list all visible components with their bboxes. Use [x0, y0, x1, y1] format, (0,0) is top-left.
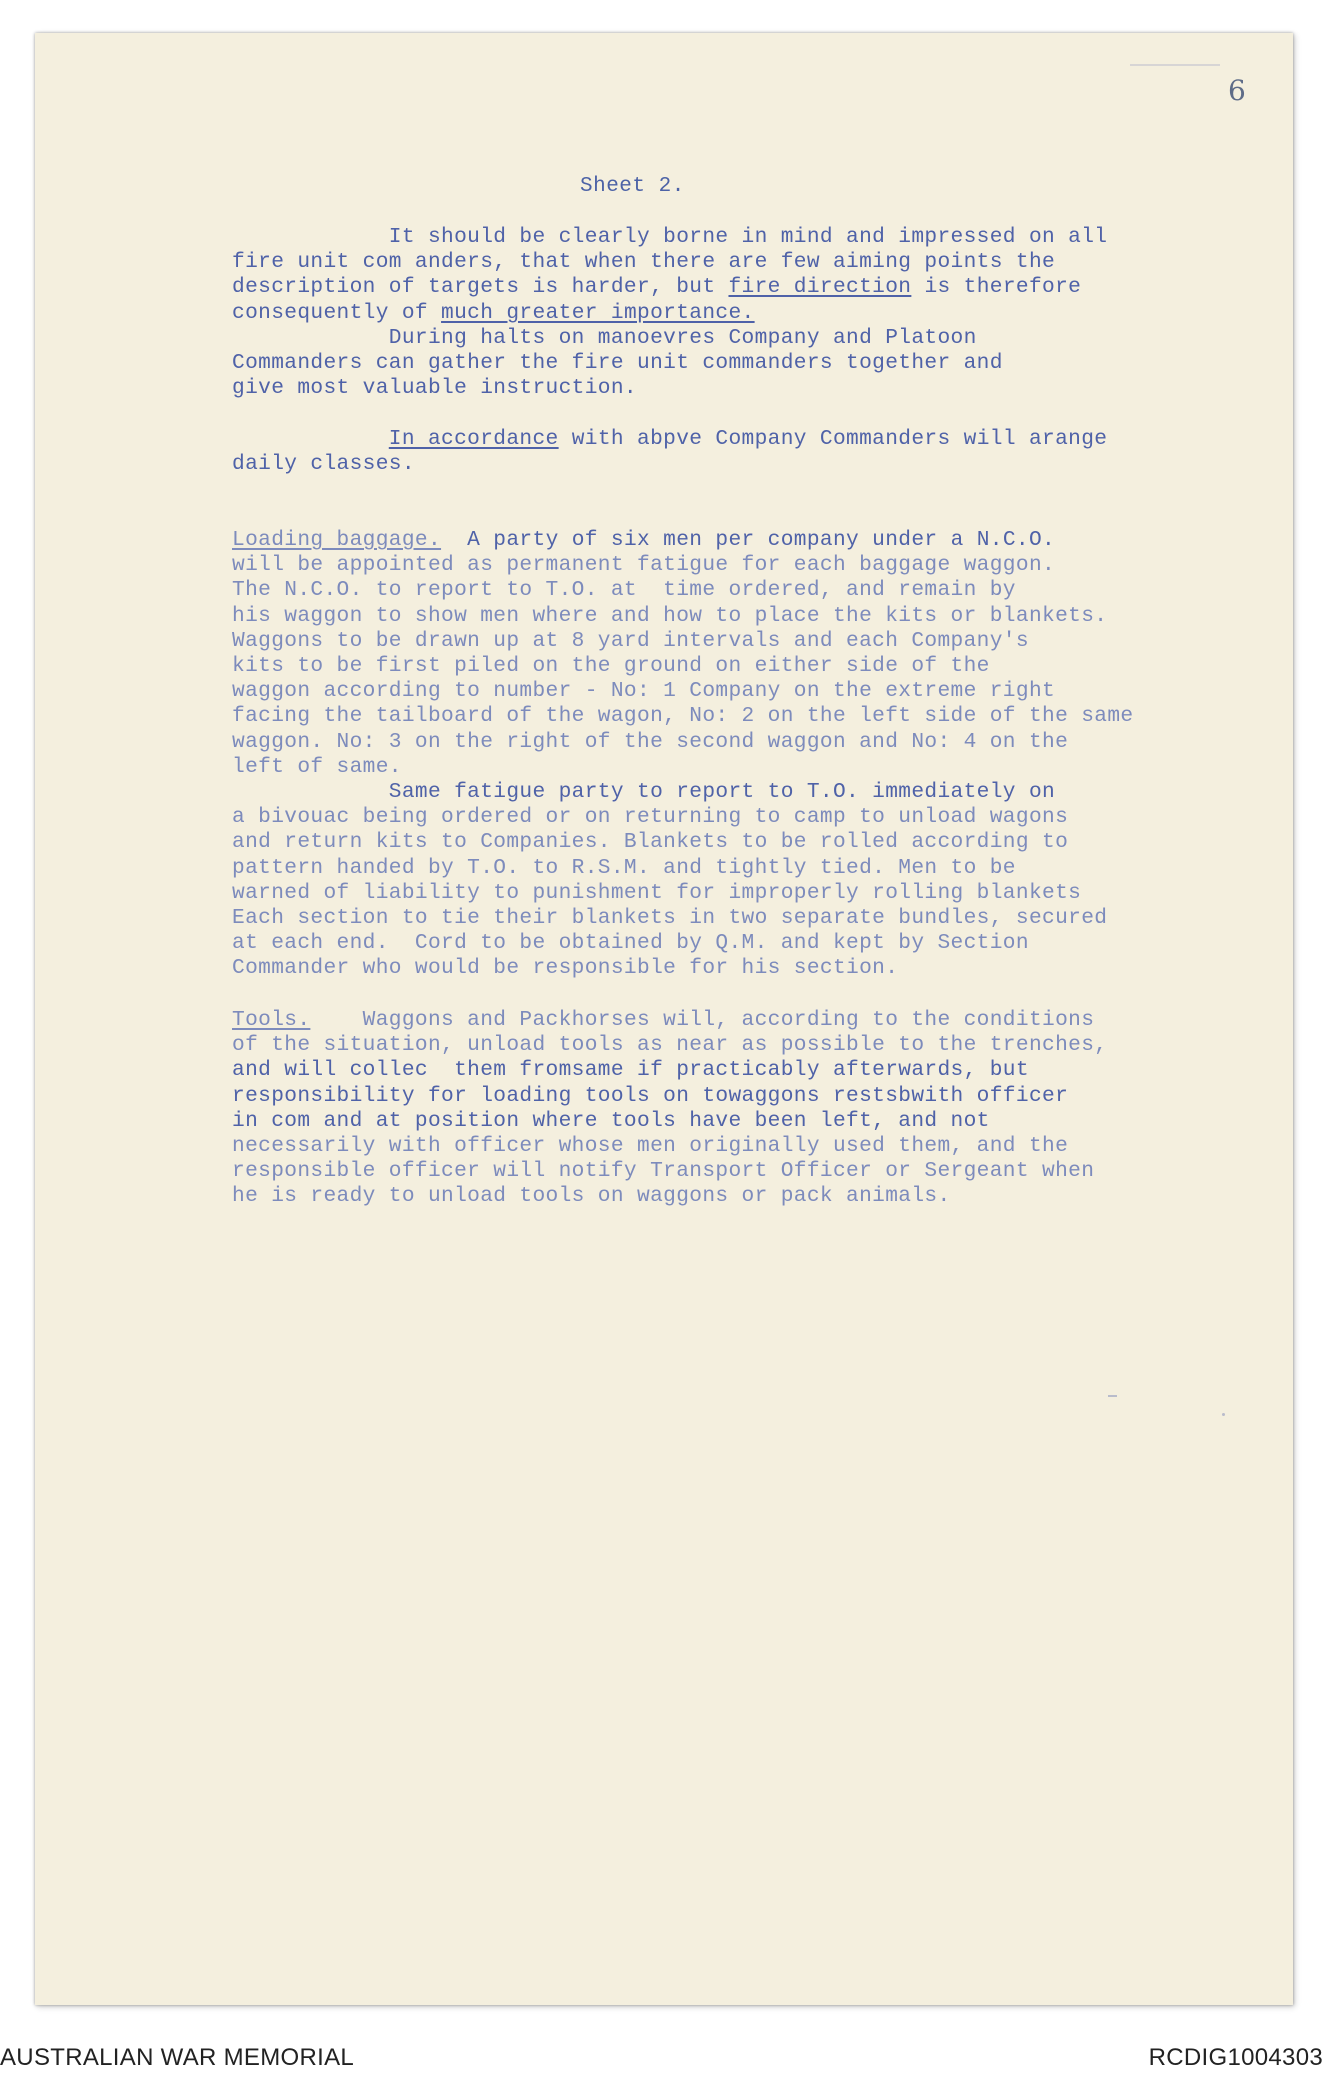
text-line: Each section to tie their blankets in two separate bundles, secured: [232, 906, 1108, 931]
text-line: and will collec them fromsame if practicably afterwards, but: [232, 1058, 1029, 1083]
text-line: responsibility for loading tools on towaggons restsbwith officer: [232, 1083, 1069, 1108]
text-line: waggon according to number - No: 1 Company on the extreme right: [232, 679, 1056, 704]
text-line: daily classes.: [232, 452, 415, 477]
text-line: he is ready to unload tools on waggons or pack animals.: [232, 1184, 951, 1209]
underlined-phrase: fire direction: [728, 275, 912, 300]
paper-mark: [1130, 64, 1220, 66]
text-line: Same fatigue party to report to T.O. immediately on: [232, 780, 1056, 805]
text-line: responsible officer will notify Transport Officer or Sergeant when: [232, 1159, 1095, 1184]
text-line: Commanders can gather the fire unit commanders together and: [232, 351, 1003, 376]
text-line: facing the tailboard of the wagon, No: 2 on the left side of the same: [232, 704, 1134, 729]
text-line: consequently of: [232, 300, 442, 325]
paragraph-fire-direction: [232, 225, 1272, 326]
text-line: a bivouac being ordered or on returning to camp to unload wagons: [232, 805, 1069, 830]
sheet-heading: Sheet 2.: [580, 175, 685, 198]
paragraph-classes: [232, 427, 1272, 477]
text-line: of the situation, unload tools as near as possible to the trenches,: [232, 1033, 1108, 1058]
text-line: left of same.: [232, 754, 402, 779]
text-line: Commander who would be responsible for his section.: [232, 956, 899, 981]
text-line: at each end. Cord to be obtained by Q.M. and kept by Section: [232, 931, 1029, 956]
text-line: waggon. No: 3 on the right of the second waggon and No: 4 on the: [232, 729, 1069, 754]
page-number: 6: [1228, 74, 1246, 107]
text-line: During halts on manoevres Company and Platoon: [232, 326, 977, 350]
text-line: fire unit com anders, that when there are few aiming points the: [232, 250, 1056, 275]
section-heading: Tools.: [232, 1008, 311, 1032]
paper-mark: [1222, 1413, 1225, 1416]
section-tools: [232, 1008, 1272, 1210]
footer-record-id: RCDIG1004303: [1148, 2044, 1323, 2071]
paper-mark: [1108, 1395, 1117, 1397]
text-line: Waggons to be drawn up at 8 yard intervals and each Company's: [232, 628, 1029, 653]
text-line: A party of six men per company under a N.C.O.: [441, 528, 1056, 552]
text-line: The N.C.O. to report to T.O. at time ordered, and remain by: [232, 578, 1016, 603]
underlined-phrase: In accordance: [388, 427, 559, 451]
paragraph-halts: [232, 326, 1272, 402]
footer-credit: AUSTRALIAN WAR MEMORIAL: [0, 2044, 355, 2071]
text-line: warned of liability to punishment for improperly rolling blankets: [232, 880, 1082, 905]
section-loading-baggage: [232, 528, 1272, 982]
text-line: kits to be first piled on the ground on either side of the: [232, 654, 990, 679]
text-line: description of targets is harder, but: [232, 275, 729, 300]
text-line: will be appointed as permanent fatigue for each baggage waggon.: [232, 553, 1056, 578]
text-line: in com and at position where tools have been left, and not: [232, 1108, 990, 1133]
text-line: It should be clearly borne in mind and impressed on all: [232, 225, 1108, 249]
text-line: give most valuable instruction.: [232, 376, 638, 401]
text-line: necessarily with officer whose men originally used them, and the: [232, 1134, 1069, 1159]
text-line: Waggons and Packhorses will, according to the conditions: [310, 1008, 1095, 1032]
text-line: pattern handed by T.O. to R.S.M. and tightly tied. Men to be: [232, 855, 1016, 880]
text-line: is therefore: [911, 275, 1082, 300]
text-line: his waggon to show men where and how to place the kits or blankets.: [232, 603, 1108, 628]
text-line: with abpve Company Commanders will arange: [558, 427, 1108, 451]
section-heading: Loading baggage.: [232, 528, 442, 552]
text-line: [232, 427, 389, 451]
underlined-phrase: much greater importance.: [441, 300, 755, 325]
text-line: and return kits to Companies. Blankets to be rolled according to: [232, 830, 1069, 855]
